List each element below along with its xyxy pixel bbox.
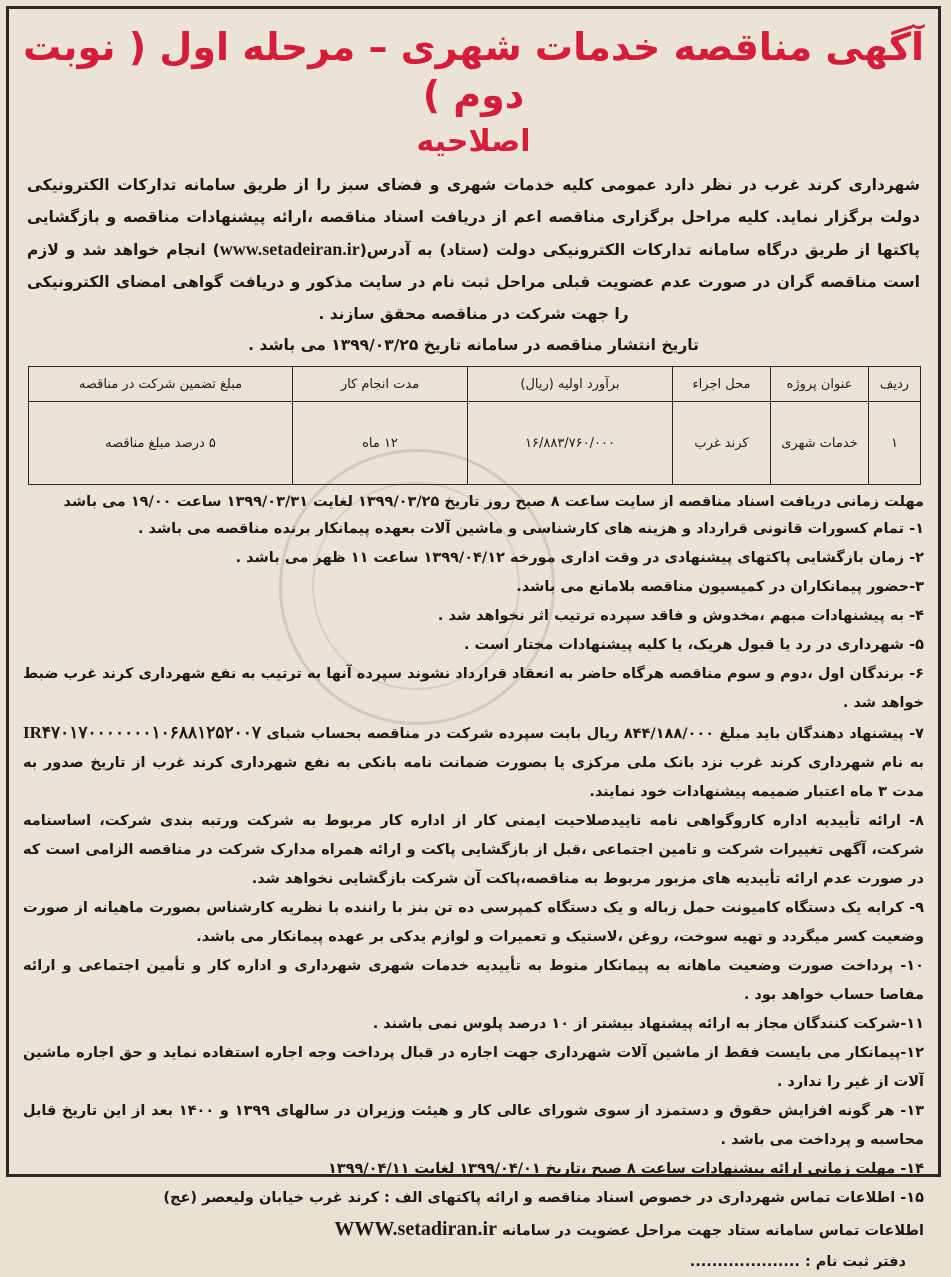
term-item: ۵- شهرداری در رد یا قبول هریک، یا کلیه پیشنهادات مختار است . bbox=[464, 637, 924, 653]
publication-date: تاریخ انتشار مناقصه در سامانه تاریخ ۱۳۹۹/۰۳/۲۵ می باشد . bbox=[248, 336, 699, 354]
sheba-account-number: IR۴۷۰۱۷۰۰۰۰۰۰۰۱۰۶۸۸۱۲۵۲۰۰۷ bbox=[23, 723, 262, 742]
term-item: ۱- تمام کسورات قانونی قرارداد و هزینه های کارشناسی و ماشین آلات بعهده پیمانکار برنده مناقصه می باشد . bbox=[137, 521, 924, 537]
cell-row-number: ۱ bbox=[869, 402, 921, 485]
cell-duration: ۱۲ ماه bbox=[293, 402, 468, 485]
term-item: ۲- زمان بازگشایی پاکتهای پیشنهادی در وقت اداری مورخه ۱۳۹۹/۰۴/۱۲ ساعت ۱۱ ظهر می باشد . bbox=[235, 550, 924, 566]
setad-contact-line bbox=[23, 1213, 924, 1247]
cell-guarantee: ۵ درصد مبلغ مناقصه bbox=[29, 402, 293, 485]
term-item: ۴- به پیشنهادات مبهم ،مخدوش و فاقد سپرده ترتیب اثر نخواهد شد . bbox=[437, 608, 924, 624]
setad-contact-website-link[interactable]: WWW.setadiran.ir bbox=[334, 1218, 497, 1240]
col-header-row-number: ردیف bbox=[869, 367, 921, 402]
cell-location: کرند غرب bbox=[673, 402, 771, 485]
term7-text-1: ۷- پیشنهاد دهندگان باید مبلغ ۸۴۴/۱۸۸/۰۰۰ ریال بابت سپرده شرکت در مناقصه بحساب شبای bbox=[261, 726, 924, 742]
tender-table bbox=[28, 366, 921, 485]
term-item: ۳-حضور پیمانکاران در کمیسیون مناقصه بلامانع می باشد. bbox=[516, 579, 924, 595]
intro-paragraph bbox=[27, 169, 920, 330]
term-item: ۱۵- اطلاعات تماس شهرداری در خصوص اسناد مناقصه و ارائه پاکتهای الف : کرند غرب خیابان ولیعصر (عج) bbox=[163, 1190, 924, 1206]
document-deadline: مهلت زمانی دریافت اسناد مناقصه از سایت ساعت ۸ صبح روز تاریخ ۱۳۹۹/۰۳/۲۵ لغایت ۱۳۹۹/۰۳/۳۱ ساعت ۱۹/۰۰ می باشد bbox=[63, 494, 924, 510]
term-item-deposit bbox=[23, 718, 924, 807]
ad-frame bbox=[6, 6, 941, 1270]
term7-text-2: به نام شهرداری کرند غرب نزد بانک ملی مرکزی یا بصورت ضمانت نامه بانکی به نفع شهرداری کرند غرب از تاریخ صدور به مدت ۳ ماه اعتبار ضمیمه پیشنهادات خود نمایند. bbox=[23, 755, 924, 800]
intro-text-1: شهرداری کرند غرب در نظر دارد عمومی کلیه خدمات شهری و فضای سبز را از طریق سامانه تدارکات الکترونیکی دولت برگزار نماید. کلیه مراحل برگزاری مناقصه اعم از دریافت اسناد مناقصه ،ارائه پیشنهادات مناقصه و بازگشایی پاکتها از طریق درگاه سامانه تدارکات الکترونیکی دولت (ستاد) به آدرس( bbox=[27, 176, 920, 259]
table-row bbox=[29, 402, 921, 485]
term-item: ۶- برندگان اول ،دوم و سوم مناقصه هرگاه حاضر به انعقاد قرارداد نشوند سپرده آنها به ترتیب به نفع شهرداری کرند غرب ضبط خواهد شد . bbox=[23, 666, 924, 711]
contact-label: اطلاعات تماس سامانه ستاد جهت مراحل عضویت در سامانه bbox=[502, 1223, 924, 1239]
term-item: ۱۴- مهلت زمانی ارائه پیشنهادات ساعت ۸ صبح ،تاریخ ۱۳۹۹/۰۴/۰۱ لغایت ۱۳۹۹/۰۴/۱۱ bbox=[327, 1161, 924, 1177]
ad-subtitle: اصلاحیه bbox=[416, 124, 531, 159]
ad-title: آگهی مناقصه خدمات شهری – مرحله اول ( نوبت دوم ) bbox=[22, 25, 925, 117]
table-header-row bbox=[29, 367, 921, 402]
term-item: ۱۰- پرداخت صورت وضعیت ماهانه به پیمانکار منوط به تأییدیه خدمات شهری شهرداری و اداره کار و تأمین اجتماعی و ارائه مفاصا حساب خواهد بود . bbox=[23, 958, 924, 1003]
terms-list bbox=[23, 515, 924, 1213]
term-item: ۱۱-شرکت کنندگان مجاز به ارائه پیشنهاد بیشتر از ۱۰ درصد پلوس نمی باشند . bbox=[372, 1016, 924, 1032]
term-item: ۱۳- هر گونه افزایش حقوق و دستمزد از سوی شورای عالی کار و هیئت وزیران در سالهای ۱۳۹۹ و ۱۴۰۰ بعد از این تاریخ قابل محاسبه و پرداخت می باشد . bbox=[23, 1103, 925, 1148]
intro-text-2: ) انجام خواهد شد و لازم است مناقصه گران در صورت عدم عضویت قبلی مراحل ثبت نام در سایت مذکور و دریافت گواهی امضای الکترونیکی را جهت شرکت در مناقصه محقق سازند . bbox=[27, 241, 920, 323]
col-header-duration: مدت انجام کار bbox=[293, 367, 468, 402]
registration-office: دفتر ثبت نام : .................... bbox=[689, 1254, 906, 1270]
term-item: ۱۲-پیمانکار می بایست فقط از ماشین آلات شهرداری جهت اجاره در قبال پرداخت وجه اجاره استفاده نماید و حق اجاره ماشین آلات از غیر را ندارد . bbox=[23, 1045, 924, 1090]
cell-project-title: خدمات شهری bbox=[771, 402, 869, 485]
term-item: ۸- ارائه تأییدیه اداره کاروگواهی نامه تاییدصلاحیت ایمنی کار از اداره کار مربوط به شرکت ورتبه بندی شرکت، اساسنامه شرکت، آگهی تغییرات شرکت و تامین اجتماعی ،قبل از بازگشایی پاکت و ارائه همراه مدارک شرکت در مناقصه الزامی است که در صورت عدم ارائه تأییدیه های مزبور مربوط به مناقصه،پاکت آن شرکت بازگشایی نخواهد شد. bbox=[23, 813, 924, 887]
setad-website-link[interactable]: www.setadeiran.ir bbox=[219, 239, 360, 259]
cell-estimate: ۱۶/۸۸۳/۷۶۰/۰۰۰ bbox=[468, 402, 673, 485]
col-header-estimate: برآورد اولیه (ریال) bbox=[468, 367, 673, 402]
col-header-project-title: عنوان پروژه bbox=[771, 367, 869, 402]
col-header-location: محل اجراء bbox=[673, 367, 771, 402]
term-item: ۹- کرایه یک دستگاه کامیونت حمل زباله و یک دستگاه کمپرسی ده تن بنز با راننده با نظریه کارشناس بصورت ماهیانه از صورت وضعیت کسر میگردد و تهیه سوخت، روغن ،لاستیک و تعمیرات و لوازم یدکی بر عهده پیمانکار می باشد. bbox=[23, 900, 924, 945]
col-header-guarantee: مبلغ تضمین شرکت در مناقصه bbox=[29, 367, 293, 402]
